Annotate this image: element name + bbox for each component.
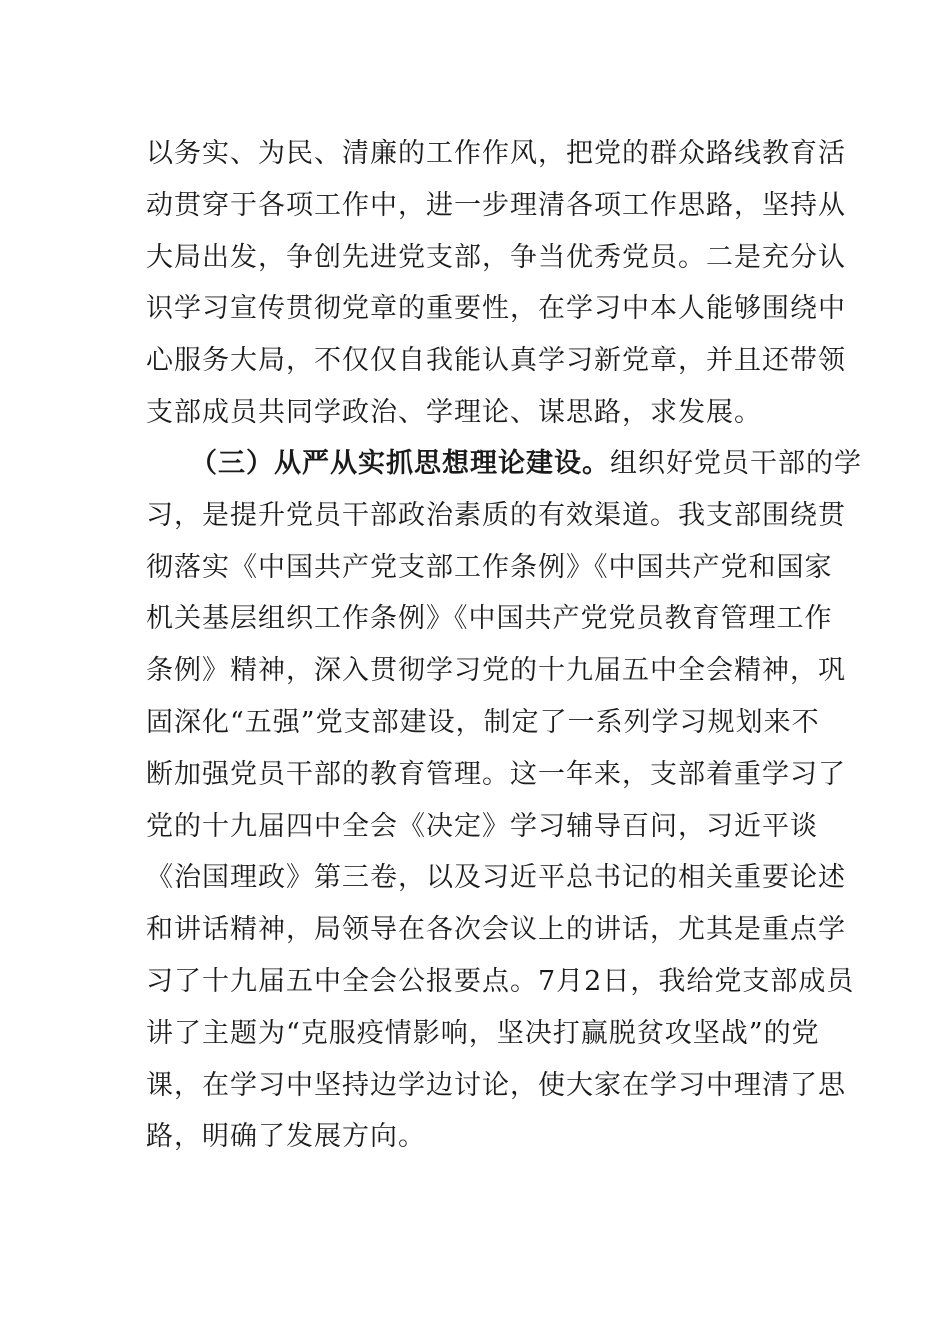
paragraph-2 [146, 438, 862, 1163]
paragraph-line: 条例》精神，深入贯彻学习党的十九届五中全会精神，巩 [146, 655, 846, 687]
paragraph-line: 识学习宣传贯彻党章的重要性，在学习中本人能够围绕中 [146, 293, 846, 325]
paragraph-1 [146, 128, 846, 439]
paragraph-line: 路，明确了发展方向。 [146, 1121, 426, 1153]
paragraph-line: 以务实、为民、清廉的工作作风，把党的群众路线教育活 [146, 138, 846, 169]
paragraph-line: 心服务大局，不仅仅自我能认真学习新党章，并且还带领 [146, 345, 846, 377]
paragraph-line: 习了十九届五中全会公报要点。7月2日，我给党支部成员 [146, 965, 855, 997]
paragraph-line: 彻落实《中国共产党支部工作条例》《中国共产党和国家 [146, 551, 833, 583]
paragraph-line: 断加强党员干部的教育管理。这一年来，支部着重学习了 [146, 758, 846, 790]
paragraph-line: 讲了主题为“克服疫情影响，坚决打赢脱贫攻坚战”的党 [146, 1017, 820, 1049]
paragraph-line: 《治国理政》第三卷，以及习近平总书记的相关重要论述 [146, 862, 846, 894]
paragraph-line: 机关基层组织工作条例》《中国共产党党员教育管理工作 [146, 603, 833, 635]
paragraph-line: 党的十九届四中全会《决定》学习辅导百问，习近平谈 [146, 810, 818, 842]
paragraph-line: 习，是提升党员干部政治素质的有效渠道。我支部围绕贯 [146, 499, 846, 531]
paragraph-first-line [146, 438, 862, 490]
paragraph-line: 固深化“五强”党支部建设，制定了一系列学习规划来不 [146, 706, 820, 738]
paragraph-line: 支部成员共同学政治、学理论、谋思路，求发展。 [146, 396, 762, 428]
section-heading: （三）从严从实抓思想理论建设。 [190, 448, 610, 479]
paragraph-line: 课，在学习中坚持边学边讨论，使大家在学习中理清了思 [146, 1069, 846, 1101]
paragraph-line: 动贯穿于各项工作中，进一步理清各项工作思路，坚持从 [146, 189, 846, 221]
paragraph-text: 组织好党员干部的学 [610, 448, 862, 479]
paragraph-line: 大局出发，争创先进党支部，争当优秀党员。二是充分认 [146, 241, 846, 273]
paragraph-line: 和讲话精神，局领导在各次会议上的讲话，尤其是重点学 [146, 914, 846, 946]
